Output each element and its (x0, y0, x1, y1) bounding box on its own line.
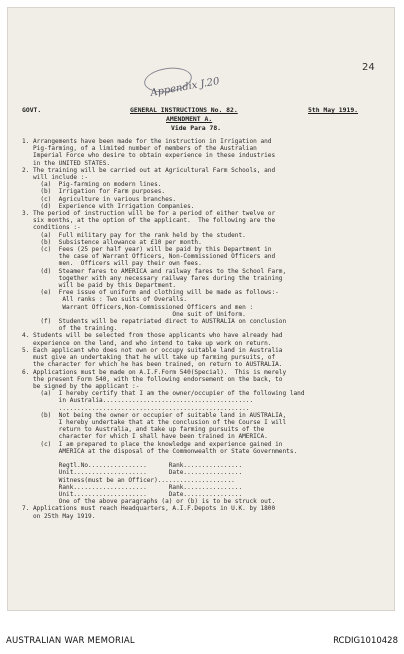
body-line: All ranks : Two suits of Overalls. (22, 296, 188, 304)
document-reference: Vide Para 78. (171, 124, 222, 132)
body-line: must give an undertaking that he will take up farming pursuits, of (22, 354, 276, 362)
body-line: (a) Pig-farming on modern lines. (22, 181, 162, 189)
body-line: conditions :- (22, 224, 81, 232)
body-line: One suit of Uniform. (22, 310, 246, 318)
body-line: AMERICA at the disposal of the Commonwealth or State Governments. (22, 447, 298, 455)
body-line: (a) Full military pay for the rank held by the student. (22, 231, 246, 239)
record-id: RCDIG1010428 (333, 636, 398, 646)
body-line: .................................................... (22, 404, 250, 412)
body-line: together with any necessary railway fares during the training (22, 274, 283, 282)
body-line: 2. The training will be carried out at Agricultural Farm Schools, and (22, 166, 276, 174)
document-page (8, 8, 394, 610)
body-line: the case of Warrant Officers, Non-Commissioned Officers and (22, 253, 276, 261)
document-date: 5th May 1919. (308, 106, 359, 114)
body-line: Unit.................... Date................ (22, 469, 243, 477)
body-line: men. Officers will pay their own fees. (22, 260, 202, 268)
body-line: (a) I hereby certify that I am the owner/occupier of the following land (22, 390, 305, 398)
body-line: (d) Experience with Irrigation Companies. (22, 202, 195, 210)
body-line: (d) Steamer fares to AMERICA and railway fares to the School Farm, (22, 267, 287, 275)
document-subtitle: AMENDMENT A. (166, 115, 213, 123)
body-line: 7. Applications must reach Headquarters, A.I.F.Depots in U.K. by 1800 (22, 505, 276, 513)
body-line: will be paid by this Department. (22, 282, 177, 290)
handwritten-note: Appendix J.20 (149, 76, 221, 99)
body-line: experience on the land, and who intend to take up work on return. (22, 339, 272, 347)
body-line: six months, at the option of the applicant. The following are the (22, 217, 276, 225)
body-line: 5. Each applicant who does not own or occupy suitable land in Australia (22, 346, 283, 354)
body-line: Unit.................... Date................ (22, 490, 243, 498)
page-number: 24 (362, 62, 375, 73)
body-line: of the training. (22, 325, 118, 333)
body-line: (b) Not being the owner or occupier of suitable land in AUSTRALIA, (22, 411, 287, 419)
body-line: character for which I shall have been trained in AMERICA. (22, 433, 268, 441)
body-line: One of the above paragraphs (a) or (b) is to be struck out. (22, 498, 276, 506)
footer (0, 612, 404, 654)
body-line: in Australia......................................... (22, 397, 254, 405)
body-line: (c) Fees (25 per half year) will be paid by this Department in (22, 246, 272, 254)
archive-name: AUSTRALIAN WAR MEMORIAL (6, 636, 135, 646)
body-line: 6. Applications must be made on A.I.F.Form 540(Special). This is merely (22, 368, 287, 376)
body-line: be signed by the applicant :- (22, 382, 140, 390)
body-line: Warrant Officers,Non-Commissioned Officers and men : (22, 303, 254, 311)
body-line (22, 455, 305, 462)
body-line: (e) Free issue of uniform and clothing will be made as follows:- (22, 289, 279, 297)
body-line: the present Form 540, with the following endorsement on the back, to (22, 375, 283, 383)
body-line: Imperial Force who desire to obtain experience in these industries (22, 152, 276, 160)
body-line: 4. Students will be selected from those applicants who have already had (22, 332, 283, 340)
body-line: (b) Subsistence allowance at £10 per month. (22, 238, 202, 246)
body-line: the character for which he has been trained, on return to AUSTRALIA. (22, 361, 283, 369)
document-title: GENERAL INSTRUCTIONS No. 82. (130, 106, 238, 114)
body-line: 1. Arrangements have been made for the instruction in Irrigation and (22, 138, 272, 145)
body-line: Pig-farming, of a limited number of members of the Australian (22, 145, 257, 153)
document-body (22, 138, 305, 520)
body-line: return to Australia, and take up farming pursuits of the (22, 426, 265, 434)
body-line: Witness(must be an Officer)..................... (22, 476, 235, 484)
body-line: (c) I am prepared to place the knowledge and experience gained in (22, 440, 283, 448)
body-line: will include :- (22, 174, 89, 182)
body-line: (f) Students will be repatriated direct to AUSTRALIA on conclusion (22, 318, 287, 326)
body-line: Rank.................... Rank................ (22, 483, 243, 491)
body-line: (c) Agriculture in various branches. (22, 195, 177, 203)
body-line: 3. The period of instruction will be for a period of either twelve or (22, 210, 276, 218)
body-line: in the UNITED STATES. (22, 159, 111, 167)
body-line: (b) Irrigation for Farm purposes. (22, 188, 166, 196)
body-line: on 25th May 1919. (22, 512, 96, 520)
header-left: GOVT. (22, 106, 42, 114)
body-line: Regtl.No................ Rank................ (22, 462, 243, 470)
body-line: I hereby undertake that at the conclusion of the Course I will (22, 418, 287, 426)
